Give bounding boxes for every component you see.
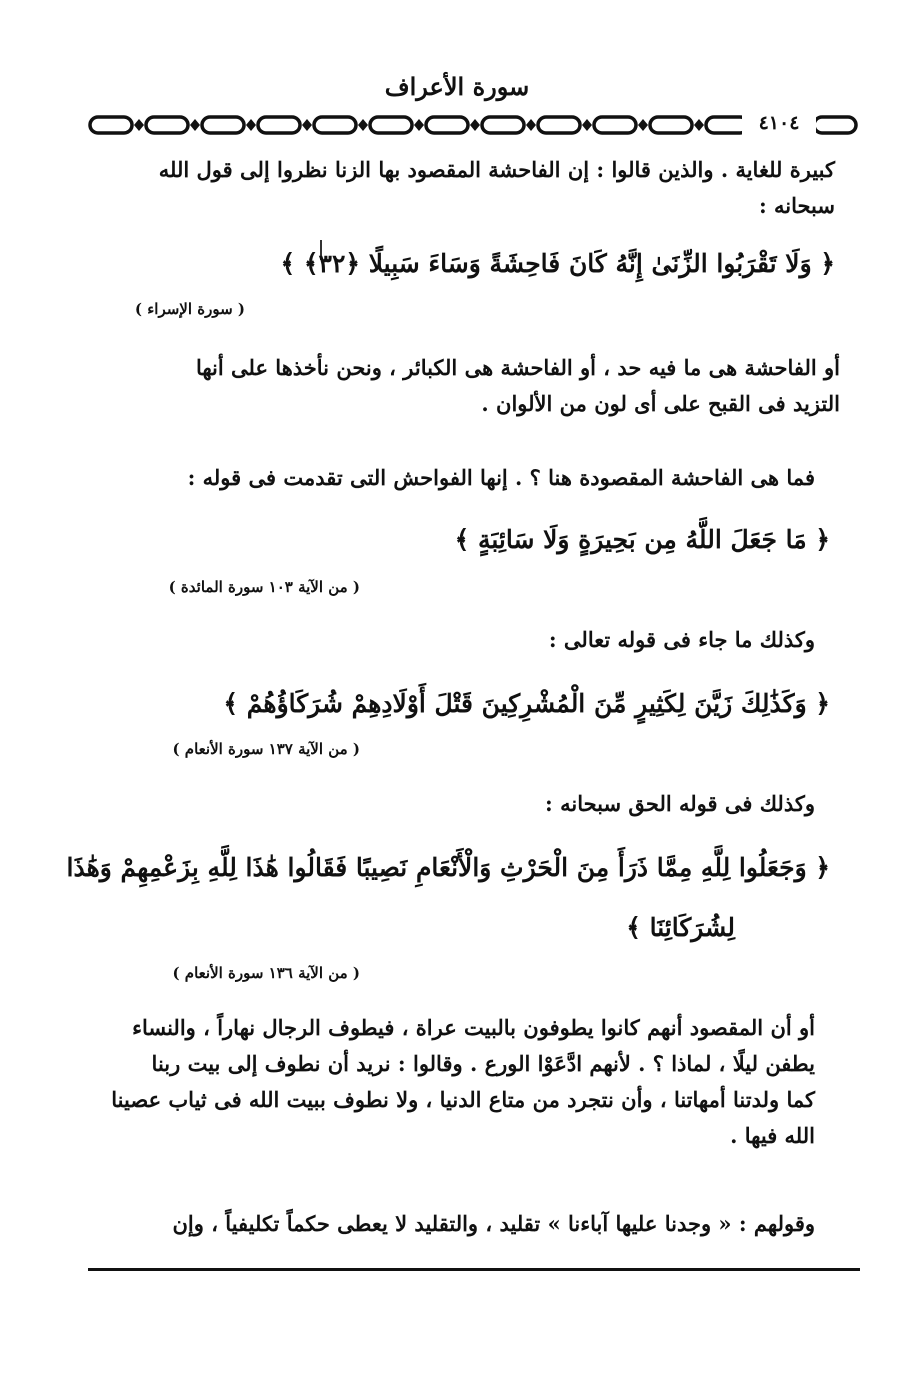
bottom-rule [88, 1268, 860, 1271]
paragraph-line: سبحانه : [758, 193, 835, 218]
paragraph-line: وقولهم : « وجدنا عليها آباءنا » تقليد ، والتقليد لا يعطى حكماً تكليفياً ، وإن [172, 1211, 815, 1236]
paragraph-line: أو أن المقصود أنهم كانوا يطوفون بالبيت عراة ، فيطوف الرجال نهاراً ، والنساء [132, 1015, 815, 1040]
paragraph-line: كبيرة للغاية . والذين قالوا : إن الفاحشة المقصود بها الزنا نظروا إلى قول الله [158, 157, 835, 182]
paragraph-line: يطفن ليلًا ، لماذا ؟ . لأنهم ادَّعَوْا الورع . وقالوا : نريد أن نطوف إلى بيت ربنا [151, 1051, 815, 1076]
quran-verse: لِشُرَكَائِنَا ﴾ [626, 913, 735, 942]
verse-source: ( من الآية ١٣٧ سورة الأنعام ) [172, 740, 360, 758]
surah-title: سورة الأعراف [384, 72, 530, 101]
paragraph-line: وكذلك فى قوله الحق سبحانه : [545, 791, 815, 816]
page-number: ٤١٠٤ [742, 108, 816, 138]
paragraph-line: وكذلك ما جاء فى قوله تعالى : [548, 627, 815, 652]
paragraph-line: التزيد فى القبح على أى لون من الألوان . [481, 391, 840, 416]
paragraph-line: الله فيها . [730, 1123, 815, 1148]
paragraph-line: فما هى الفاحشة المقصودة هنا ؟ . إنها الفواحش التى تقدمت فى قوله : [187, 465, 815, 490]
paragraph-line: كما ولدتنا أمهاتنا ، وأن نتجرد من متاع الدنيا ، ولا نطوف ببيت الله فى ثياب عصينا [111, 1087, 815, 1112]
quran-verse: ﴿ وَجَعَلُوا لِلَّهِ مِمَّا ذَرَأَ مِنَ الْحَرْثِ وَالْأَنْعَامِ نَصِيبًا فَقَالُوا هَٰذَا لِلَّهِ بِزَعْمِهِمْ وَهَٰذَا [66, 853, 830, 882]
quran-verse: ﴿ وَكَذَٰلِكَ زَيَّنَ لِكَثِيرٍ مِّنَ الْمُشْرِكِينَ قَتْلَ أَوْلَادِهِمْ شُرَكَاؤُهُمْ ﴾ [223, 689, 830, 718]
verse-source: ( من الآية ١٠٣ سورة المائدة ) [168, 578, 360, 596]
quran-verse: ﴿ وَلَا تَقْرَبُوا الزِّنَىٰ إِنَّهُ كَانَ فَاحِشَةً وَسَاءَ سَبِيلًا ﴿٣٢﴾ ﴾ [280, 249, 835, 278]
verse-source: ( من الآية ١٣٦ سورة الأنعام ) [172, 964, 360, 982]
verse-source: ( سورة الإسراء ) [134, 300, 245, 318]
quran-verse: ﴿ مَا جَعَلَ اللَّهُ مِن بَحِيرَةٍ وَلَا سَائِبَةٍ ﴾ [454, 525, 830, 554]
paragraph-line: أو الفاحشة هى ما فيه حد ، أو الفاحشة هى الكبائر ، ونحن نأخذها على أنها [195, 355, 840, 380]
